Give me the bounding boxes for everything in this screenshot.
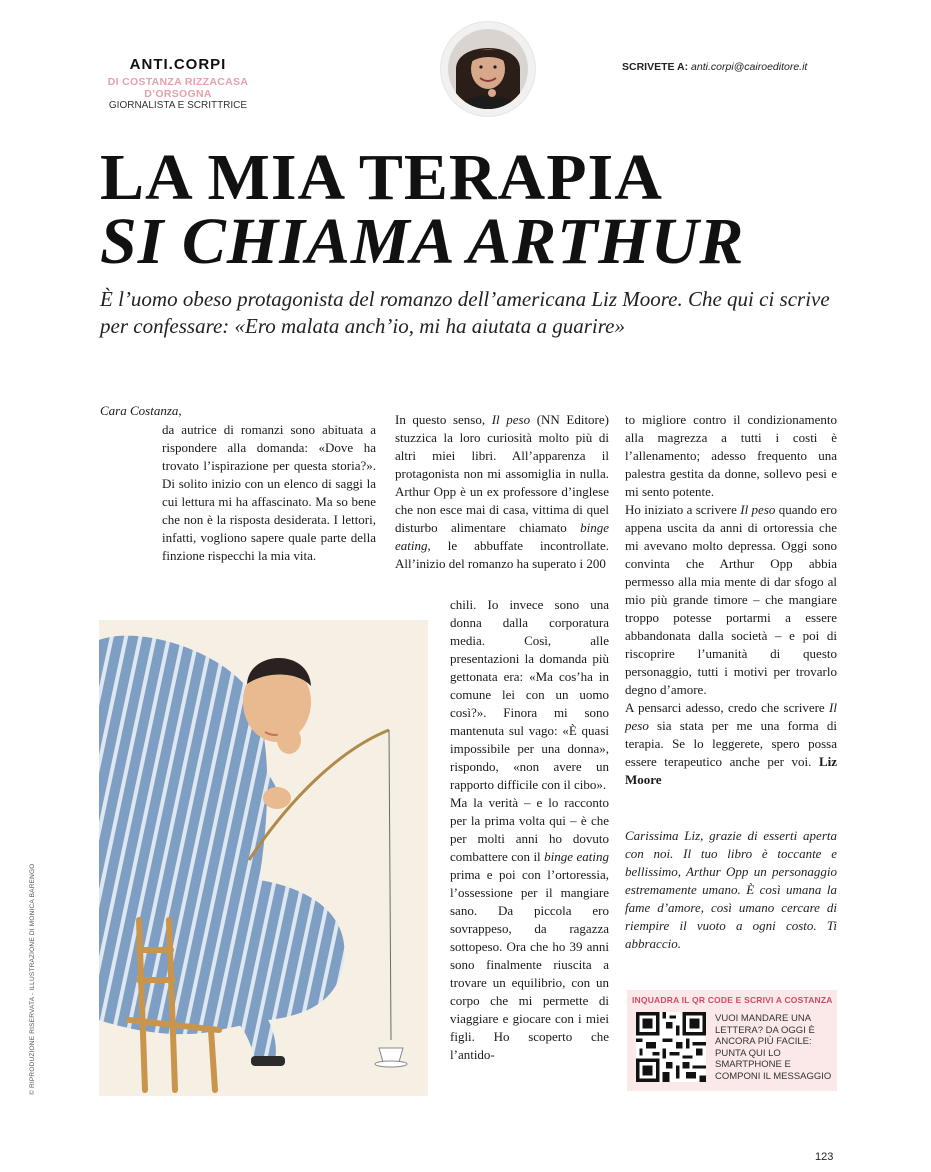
qr-code-image[interactable]	[636, 1012, 706, 1082]
book-title: Il peso	[740, 502, 776, 517]
qr-code-icon	[636, 1012, 706, 1082]
qr-box-text: VUOI MANDARE UNA LETTERA? DA OGGI È ANCORA PIÙ FACILE: PUNTA QUI LO SMARTPHONE E COMPONI IL MESSAGGIO	[715, 1013, 832, 1082]
letter-greeting: Cara Costanza,	[100, 403, 182, 418]
text-run: In questo senso,	[395, 412, 492, 427]
article-headline	[100, 141, 745, 278]
letter-paragraph: to migliore contro il condizionamento alla magrezza a tutti i costi è l’allenamento; adesso frequento una palestra gestita da donne, sollevo pesi e mi sento potente.	[625, 412, 837, 499]
headline-line2: SI CHIAMA ARTHUR	[100, 205, 745, 278]
text-run: , le abbuffate incontrollate. All’inizio del romanzo ha superato i 200	[395, 538, 609, 571]
qr-box-title: INQUADRA IL QR CODE E SCRIVI A COSTANZA	[632, 995, 833, 1005]
contact-line	[622, 61, 807, 73]
text-run: quando ero appena uscita da anni di ortoressia che mi avevano molto depressa. Oggi sono convinta che Arthur Opp abbia permesso alla mia mente di dar sfogo al mio più grande timore – che mangiare troppo potesse portarmi a essere abbandonata dalla società – e poi di riscoprire l’umanità di questo personaggio, tutti i motivi per trovarlo degno d’amore.	[625, 502, 837, 697]
rubric-author	[98, 76, 258, 100]
rubric-author-line1: DI COSTANZA RIZZACASA	[107, 76, 249, 88]
copyright-credit: © RIPRODUZIONE RISERVATA - ILLUSTRAZIONE DI MONICA BARENGO	[29, 863, 36, 1095]
article-deck: È l’uomo obeso protagonista del romanzo dell’americana Liz Moore. Che qui ci scrive per confessare: «Ero malata anch’io, mi ha aiutata a guarire»	[100, 287, 830, 338]
rubric-role: GIORNALISTA E SCRITTRICE	[108, 100, 248, 111]
illustration-fishing-man	[99, 620, 428, 1096]
illustration-image	[99, 620, 428, 1096]
text-run: sia stata per me una forma di terapia. Se lo leggerete, spero possa essere terapeutico anche per voi.	[625, 718, 837, 769]
book-title: Il peso	[625, 700, 837, 733]
column-rubric	[98, 56, 258, 112]
term-binge-eating: binge eating	[544, 849, 609, 864]
text-run: A pensarci adesso, credo che scrivere	[625, 700, 830, 715]
letter-paragraph: chili. Io invece sono una donna dalla corporatura media. Così, alle presentazioni la domanda più gettonata era: «Ma cos’ha in comune lei con un uomo così?». Finora mi sono mantenuta sul vago: «È quasi impossibile per una donna», rispondo, «non avere un rapporto difficile con il cibo».	[450, 597, 609, 792]
letter-paragraph	[395, 411, 609, 573]
letter-column-1	[162, 421, 376, 565]
letter-paragraph: da autrice di romanzi sono abituata a rispondere alla domanda: «Dove ha trovato l’ispirazione per questa storia?». Di solito inizio con un elenco di saggi la cui lettura mi ha affascinato. Ma so bene che non è la risposta desiderata. I lettori, infatti, vogliono sapere quale parte della finzione rispecchi la mia vita.	[162, 422, 376, 563]
letter-paragraph	[450, 794, 609, 1064]
letter-column-2-bottom	[450, 596, 609, 1064]
text-run: Ho iniziato a scrivere	[625, 502, 741, 517]
columnist-reply: Carissima Liz, grazie di esserti aperta con noi. Il tuo libro è toccante e bellissimo, Arthur Opp un personaggio estremamente umano. È così umana la fame d’amore, così umano cercare di riempire il vuoto a ogni costo. Ti abbraccio.	[625, 828, 837, 951]
qr-code-box	[627, 990, 837, 1091]
page-number: 123	[815, 1151, 834, 1163]
headline-line1: LA MIA TERAPIA	[100, 141, 663, 214]
letter-signature: Liz Moore	[625, 754, 837, 787]
book-title: Il peso	[491, 412, 531, 427]
rubric-title: ANTI.CORPI	[129, 56, 227, 73]
letter-paragraph	[625, 699, 837, 789]
text-run: prima e poi con l’ortoressia, l’ossessione per il mangiare sano. Da piccola ero sovrappeso, da ragazza sottopeso. Ora che ho 39 anni sono finalmente riuscita a trovare un equilibrio, con un corpo che mi permette di viaggiare e giocare con i miei figli. Ho scoperto che l’antido-	[450, 867, 609, 1062]
term-binge-eating: binge eating	[395, 520, 609, 553]
letter-column-3	[625, 411, 837, 789]
letter-column-2-top	[395, 411, 609, 573]
contact-label: SCRIVETE A:	[622, 61, 689, 73]
text-run: Ma la verità – e lo racconto per la prima volta qui – è che per molti anni ho dovuto combattere con il	[450, 795, 609, 864]
author-portrait	[441, 22, 535, 116]
author-photo-image	[448, 29, 528, 109]
text-run: (NN Editore) stuzzica la loro curiosità molto più di altri miei libri. All’apparenza il protagonista non mi assomiglia in nulla. Arthur Opp è un ex professore d’inglese che non esce mai di casa, vittima di quel disturbo alimentare chiamato	[395, 412, 609, 535]
letter-paragraph	[625, 501, 837, 699]
contact-email-link[interactable]: anti.corpi@cairoeditore.it	[691, 61, 808, 73]
rubric-author-line2: D’ORSOGNA	[144, 88, 212, 100]
